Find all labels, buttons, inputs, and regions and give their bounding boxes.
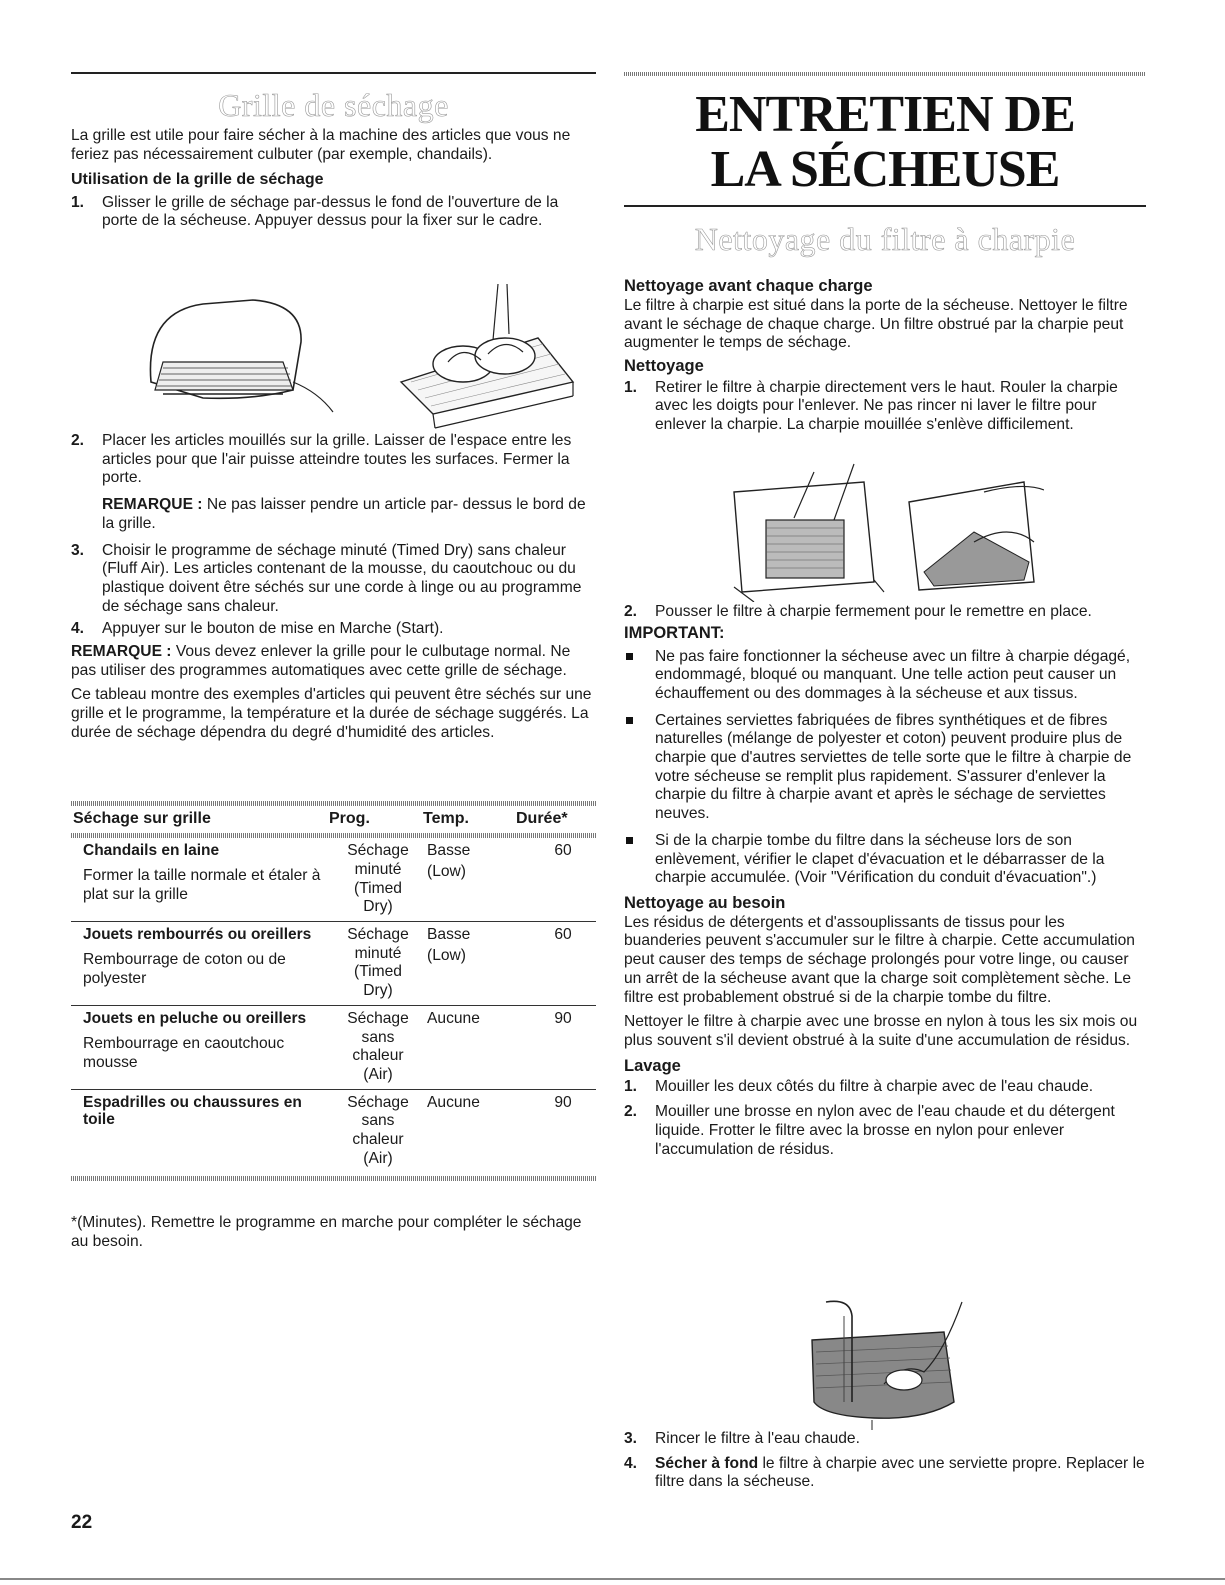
heading-before-load: Nettoyage avant chaque charge xyxy=(624,277,873,295)
before-load-text: Le filtre à charpie est situé dans la porte de la sécheuse. Nettoyer le filtre avant le séchage de chaque charge. Un filtre obstrué par la charpie peut augmenter le temps de séchage. xyxy=(624,296,1128,352)
wash-step-3: 3. Rincer le filtre à l'eau chaude. xyxy=(624,1430,860,1447)
row-desc: Former la taille normale et étaler à plat sur la grille xyxy=(83,867,321,903)
wash-step-4: 4. Sécher à fond le filtre à charpie avec une serviette propre. Replacer le filtre dans la sécheuse. xyxy=(624,1454,1145,1491)
prog-line: sans xyxy=(361,1112,395,1130)
note-2 xyxy=(71,643,596,680)
table-row xyxy=(71,1006,596,1090)
prog-line: minuté xyxy=(354,860,402,878)
th-prog: Prog. xyxy=(329,810,370,827)
temp-line: Basse xyxy=(427,842,471,860)
temp-line: Basse xyxy=(427,926,471,943)
as-needed-text-1: Les résidus de détergents et d'assouplissants de tissus pour les buanderies peuvent s'accumuler sur le filtre à charpie. Cette accumulation peut causer des temps de séchage prolongés pour votre linge, ou causer un arrêt de la sécheuse avant que la charge soit complètement sèche. Le filtre est probablement obstrué si de la charpie tombe du filtre. xyxy=(624,913,1135,1006)
temp-line: Aucune xyxy=(427,1009,480,1027)
bullet-1-text: Ne pas faire fonctionner la sécheuse avec un filtre à charpie dégagé, endommagé, bloqué ou manquant. Une telle action peut causer un échauffement ou des dommages à la sécheuse et aux tissus. xyxy=(655,647,1131,702)
wash-step-1-text: Mouiller les deux côtés du filtre à charpie avec de l'eau chaude. xyxy=(655,1078,1094,1096)
note-1 xyxy=(71,496,596,533)
drying-rack-illustration xyxy=(143,282,593,432)
prog-line: Dry) xyxy=(363,898,393,916)
brush-cleaning-illustration xyxy=(804,1292,974,1430)
note-2-label: REMARQUE : xyxy=(71,643,172,661)
section-title-filter: Nettoyage du filtre à charpie xyxy=(694,221,1076,257)
page-number: 22 xyxy=(71,1512,93,1533)
step-4-text: Appuyer sur le bouton de mise en Marche (Start). xyxy=(102,620,444,638)
note-1-label: REMARQUE : xyxy=(102,496,203,514)
wash-step-3-text: Rincer le filtre à l'eau chaude. xyxy=(655,1430,860,1447)
bullet-2-text: Certaines serviettes fabriquées de fibres synthétiques et de fibres naturelles (mélange de polyester et coton) peuvent produire plus de charpie que d'autres serviettes de telle sorte que le filtre à charpie de votre sécheuse se remplit plus rapidement. S'assurer d'enlever la charpie du filtre à charpie avant et après le séchage de serviettes neuves. xyxy=(655,711,1132,823)
step-1: 1. Glisser le grille de séchage par-dessus le fond de l'ouverture de la porte de la sécheuse. Appuyer dessus pour la fixer sur le cadre. xyxy=(71,193,559,230)
step-1-text: Glisser le grille de séchage par-dessus le fond de l'ouverture de la porte de la sécheuse. Appuyer dessus pour la fixer sur le cadre. xyxy=(102,193,559,230)
time-cell: 60 xyxy=(554,926,572,943)
row-desc: Rembourrage de coton ou de polyester xyxy=(83,951,286,987)
prog-line: Séchage xyxy=(347,1009,409,1027)
prog-line: (Timed xyxy=(354,879,402,897)
row-title: Jouets rembourrés ou oreillers xyxy=(83,926,312,943)
prog-line: Séchage xyxy=(347,926,409,943)
th-temp: Temp. xyxy=(423,810,469,827)
th-time: Durée* xyxy=(516,810,568,827)
clean-step-2-text: Pousser le filtre à charpie fermement pour le remettre en place. xyxy=(655,603,1092,620)
th-item: Séchage sur grille xyxy=(73,810,211,827)
clean-step-2: 2. Pousser le filtre à charpie fermement pour le remettre en place. xyxy=(624,603,1092,620)
prog-line: Séchage xyxy=(347,1093,409,1111)
table-row xyxy=(71,1090,596,1173)
wash-step-2: 2. Mouiller une brosse en nylon avec de l'eau chaude et du détergent liquide. Frotter le filtre avec la brosse en nylon pour enlever l'accumulation de résidus. xyxy=(624,1103,1115,1158)
wash-step-4-bold: Sécher à fond xyxy=(655,1454,759,1472)
table-row xyxy=(71,838,596,922)
title-rule xyxy=(624,205,1146,207)
row-title: Jouets en peluche ou oreillers xyxy=(83,1009,307,1027)
bullet-1 xyxy=(624,648,1146,704)
prog-line: sans xyxy=(361,1028,395,1046)
as-needed-text-2: Nettoyer le filtre à charpie avec une brosse en nylon à tous les six mois ou plus souvent s'il devient obstrué à la suite d'une accumulation de résidus. xyxy=(624,1013,1138,1049)
clean-step-1: 1. Retirer le filtre à charpie directement vers le haut. Rouler la charpie avec les doigts pour l'enlever. Ne pas rincer ni laver le filtre pour enlever la charpie. La charpie mouillée s'enlève difficilement. xyxy=(624,378,1118,434)
time-cell: 60 xyxy=(554,842,572,860)
bottom-edge-line xyxy=(0,1578,1225,1580)
heading-cleaning: Nettoyage xyxy=(624,356,704,375)
heading-washing: Lavage xyxy=(624,1056,681,1075)
bullet-2 xyxy=(624,712,1146,824)
section-title-grille: Grille de séchage xyxy=(218,87,449,123)
prog-line: minuté xyxy=(354,944,402,962)
important-label: IMPORTANT: xyxy=(624,623,725,642)
step-4: 4. Appuyer sur le bouton de mise en Marche (Start). xyxy=(71,620,444,638)
temp-line: Aucune xyxy=(427,1093,480,1111)
step-3-text: Choisir le programme de séchage minuté (Timed Dry) sans chaleur (Fluff Air). Les articles contenant de la mousse, du caoutchouc ou du plastique doivent être séchés sur une corde à linge ou au programme de séchage sans chaleur. xyxy=(102,541,582,615)
bullet-3-text: Si de la charpie tombe du filtre dans la sécheuse lors de son enlèvement, vérifier le clapet d'évacuation et le débarrasser de la charpie accumulée. (Voir "Vérification du conduit d'évacuation".) xyxy=(655,831,1105,887)
note-2-text: Vous devez enlever la grille pour le culbutage normal. Ne pas utiliser des programmes automatiques avec cette grille de séchage. xyxy=(71,643,571,679)
main-title-line2: LA SÉCHEUSE xyxy=(710,140,1060,198)
temp-line: (Low) xyxy=(427,946,466,964)
table-intro: Ce tableau montre des exemples d'articles qui peuvent être séchés sur une grille et le programme, la température et la durée de séchage suggérés. La durée de séchage dépendra du degré d'humidité des articles. xyxy=(71,686,592,741)
rack-drying-table xyxy=(71,801,596,1181)
heading-as-needed: Nettoyage au besoin xyxy=(624,893,786,912)
wash-step-2-text: Mouiller une brosse en nylon avec de l'eau chaude et du détergent liquide. Frotter le filtre avec la brosse en nylon pour enlever l'accumulation de résidus. xyxy=(655,1103,1115,1158)
temp-line: (Low) xyxy=(427,862,466,880)
prog-line: chaleur xyxy=(352,1131,404,1149)
footnote: *(Minutes). Remettre le programme en marche pour compléter le séchage au besoin. xyxy=(71,1214,582,1250)
step-3: 3. Choisir le programme de séchage minuté (Timed Dry) sans chaleur (Fluff Air). Les articles contenant de la mousse, du caoutchouc ou du plastique doivent être séchés sur une corde à linge ou au programme de séchage sans chaleur. xyxy=(71,541,582,615)
main-title-line1: ENTRETIEN DE xyxy=(695,86,1075,143)
top-rule xyxy=(71,72,596,74)
prog-line: Séchage xyxy=(347,842,409,860)
lint-filter-removal-illustration xyxy=(724,462,1044,602)
time-cell: 90 xyxy=(554,1093,572,1111)
note-1-text: Ne pas laisser pendre un article par- dessus le bord de la grille. xyxy=(102,496,586,532)
row-title: Espadrilles ou chaussures en toile xyxy=(83,1093,302,1128)
time-cell: 90 xyxy=(554,1009,572,1027)
intro-text: La grille est utile pour faire sécher à la machine des articles que vous ne feriez pas nécessairement culbuter (par exemple, chandails). xyxy=(71,127,571,163)
clean-step-1-text: Retirer le filtre à charpie directement vers le haut. Rouler la charpie avec les doigts pour l'enlever. Ne pas rincer ni laver le filtre pour enlever la charpie. La charpie mouillée s'enlève difficilement. xyxy=(655,378,1118,434)
prog-line: chaleur xyxy=(352,1047,404,1065)
table-row xyxy=(71,922,596,1006)
wash-step-4-text: le filtre à charpie avec une serviette propre. Replacer le filtre dans la sécheuse. xyxy=(655,1454,1145,1491)
prog-line: (Air) xyxy=(363,1149,393,1167)
prog-line: (Timed xyxy=(354,963,402,981)
prog-line: Dry) xyxy=(363,982,393,1000)
step-2: 2. Placer les articles mouillés sur la grille. Laisser de l'espace entre les articles pour que l'air puisse atteindre toutes les surfaces. Fermer la porte. xyxy=(71,432,572,487)
prog-line: (Air) xyxy=(363,1065,393,1083)
step-2-text: Placer les articles mouillés sur la grille. Laisser de l'espace entre les articles pour que l'air puisse atteindre toutes les surfaces. Fermer la porte. xyxy=(102,432,572,487)
subheading-usage: Utilisation de la grille de séchage xyxy=(71,171,324,189)
row-desc: Rembourrage en caoutchouc mousse xyxy=(83,1034,285,1071)
wash-step-1: 1. Mouiller les deux côtés du filtre à charpie avec de l'eau chaude. xyxy=(624,1078,1094,1096)
bullet-3 xyxy=(624,832,1146,888)
main-title xyxy=(624,88,1146,197)
row-title: Chandails en laine xyxy=(83,842,220,860)
